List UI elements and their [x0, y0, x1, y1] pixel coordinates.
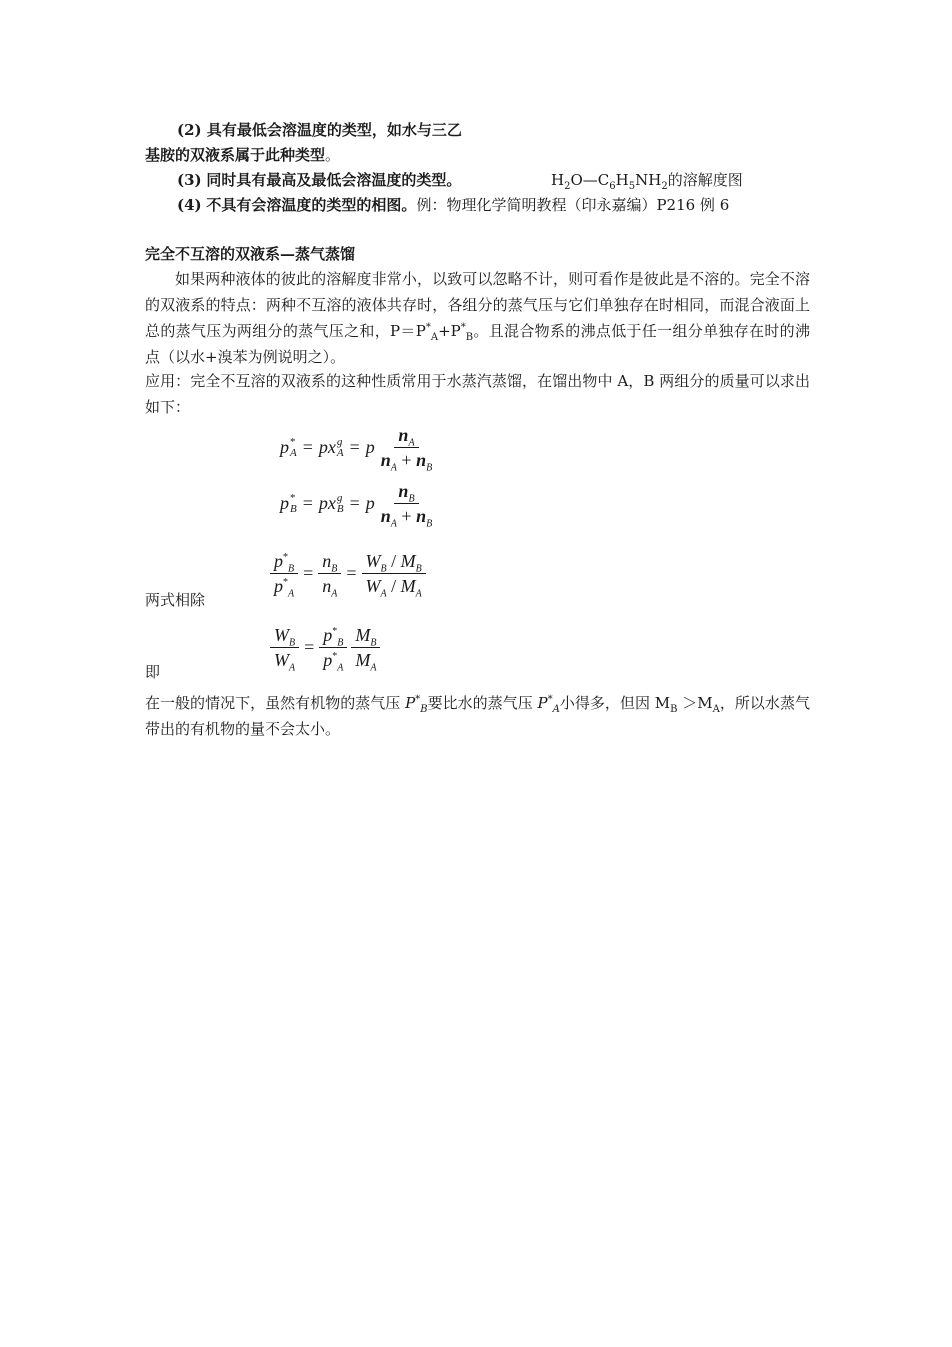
fraction-nB: $\frac{n_B}{n_A + n_B}$	[380, 481, 433, 530]
equation-mass-ratio: $\frac{W_B}{W_A}$ = $\frac{p^*_B}{p^*_A}$ $\frac{M_B}{M_A}$	[268, 624, 382, 671]
section-heading: 完全不互溶的双液系—蒸气蒸馏	[145, 245, 356, 263]
item-3-line	[177, 170, 461, 190]
paragraph-2: 应用：完全不互溶的双液系的这种性质常用于水蒸汽蒸馏，在馏出物中 A，B 两组分的质量可以求出如下：	[145, 372, 810, 416]
item-2-line1	[177, 120, 462, 140]
item-3-label: (3)	[177, 171, 202, 189]
label-divide: 两式相除	[145, 591, 206, 609]
equation-ratio: $\frac{p^*_B}{p^*_A}$ = $\frac{n_B}{n_A}$ = $\frac{W_B / M_B}{W_A / M_A}$	[268, 550, 428, 597]
item-4-example: 例：物理化学简明教程（印永嘉编）P216 例 6	[416, 196, 730, 214]
item-4-label: (4)	[177, 196, 202, 214]
item-2-line2: 基胺的双液系属于此种类型。	[145, 146, 341, 164]
item-3-figure-ref: $H_2O—C_6H_5NH_2$的溶解度图	[551, 171, 743, 192]
label-ji: 即	[145, 663, 161, 681]
item-2-text: 具有最低会溶温度的类型，如水与三乙	[206, 121, 462, 139]
fraction-nA: $\frac{n_A}{n_A + n_B}$	[380, 425, 433, 474]
item-4-line	[177, 195, 729, 215]
paragraph-1: 如果两种液体的彼此的溶解度非常小，以致可以忽略不计，则可看作是彼此是不溶的。完全不溶的双液系的特点：两种不互溶的液体共存时，各组分的蒸气压与它们单独存在时相同，而混合液面上总的蒸气压为两组分的蒸气压之和，$P=P^*_A+P^*_B$。且混合物系的沸点低于任一组分单独存在时的沸点（以水+溴苯为例说明之）。	[145, 270, 810, 366]
paragraph-3: 在一般的情况下，虽然有机物的蒸气压 $P^*_B$要比水的蒸气压 $P^*_A$小得多，但因 $M_B >M_A$，所以水蒸气带出的有机物的量不会太小。	[145, 694, 810, 738]
item-2-label: (2)	[177, 121, 202, 139]
equation-pA: p * A = p x g A = p $\frac{n_A}{n_A + n_B}$	[280, 424, 438, 471]
item-3-text: 同时具有最高及最低会溶温度的类型。	[206, 171, 462, 189]
equation-pB: p * B = p x g B = p $\frac{n_B}{n_A + n_B}$	[280, 480, 438, 527]
item-4-text: 不具有会溶温度的类型的相图。	[206, 196, 417, 214]
item-2-text-cont: 基胺的双液系属于此种类型	[145, 146, 326, 164]
